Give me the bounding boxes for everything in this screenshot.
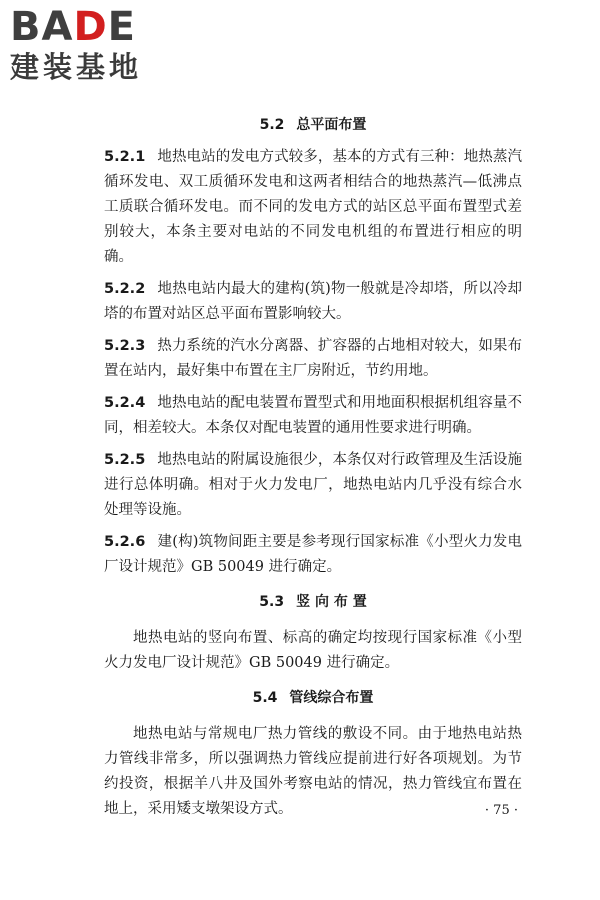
clause-number: 5.2.1 [104, 149, 146, 165]
clause-number: 5.2.5 [104, 452, 146, 468]
section-number: 5.2 [259, 117, 285, 133]
section-title: 竖 向 布 置 [296, 594, 367, 610]
logo-wordmark [10, 4, 175, 50]
clause-5-2-1 [104, 145, 522, 270]
section-heading-5-2 [104, 115, 522, 135]
clause-text: 热力系统的汽水分离器、扩容器的占地相对较大，如果布置在站内，最好集中布置在主厂房附近，节约用地。 [104, 338, 522, 379]
clause-text: 地热电站的附属设施很少，本条仅对行政管理及生活设施进行总体明确。相对于火力发电厂，地热电站内几乎没有综合水处理等设施。 [104, 452, 522, 518]
page-number: · 75 · [484, 803, 518, 818]
clause-number: 5.2.2 [104, 281, 146, 297]
section-5-3-paragraph: 地热电站的竖向布置、标高的确定均按现行国家标准《小型火力发电厂设计规范》GB 50049 进行确定。 [104, 630, 522, 671]
clause-5-2-2 [104, 277, 522, 327]
section-number: 5.4 [252, 690, 278, 706]
clause-text: 建(构)筑物间距主要是参考现行国家标准《小型火力发电厂设计规范》GB 50049 进行确定。 [104, 534, 522, 575]
clause-5-2-4 [104, 391, 522, 441]
clause-5-2-3 [104, 334, 522, 384]
clause-number: 5.2.6 [104, 534, 146, 550]
clause-number: 5.2.4 [104, 395, 146, 411]
clause-5-2-5 [104, 448, 522, 523]
logo-letters-ba: BA [10, 4, 74, 50]
section-heading-5-3 [104, 592, 522, 612]
publisher-logo [10, 4, 175, 84]
section-heading-5-4 [104, 688, 522, 708]
clause-text: 地热电站的发电方式较多，基本的方式有三种：地热蒸汽循环发电、双工质循环发电和这两者相结合的地热蒸汽—低沸点工质联合循环发电。而不同的发电方式的站区总平面布置型式差别较大，本条主要对电站的不同发电机组的布置进行相应的明确。 [104, 149, 522, 265]
clause-number: 5.2.3 [104, 338, 146, 354]
logo-subtitle: 建装基地 [10, 50, 143, 84]
clause-text: 地热电站内最大的建构(筑)物一般就是冷却塔，所以冷却塔的布置对站区总平面布置影响较大。 [104, 281, 522, 322]
page-content [104, 115, 522, 822]
logo-letter-d: D [73, 4, 108, 50]
clause-text: 地热电站的配电装置布置型式和用地面积根据机组容量不同，相差较大。本条仅对配电装置的通用性要求进行明确。 [104, 395, 522, 436]
section-title: 管线综合布置 [289, 690, 374, 706]
section-title: 总平面布置 [296, 117, 367, 133]
logo-letter-e: E [107, 4, 136, 50]
section-number: 5.3 [259, 594, 285, 610]
section-5-4-paragraph: 地热电站与常规电厂热力管线的敷设不同。由于地热电站热力管线非常多，所以强调热力管线应提前进行好各项规划。为节约投资，根据羊八井及国外考察电站的情况，热力管线宜布置在地上，采用矮支墩架设方式。 [104, 726, 522, 817]
clause-5-2-6 [104, 530, 522, 580]
